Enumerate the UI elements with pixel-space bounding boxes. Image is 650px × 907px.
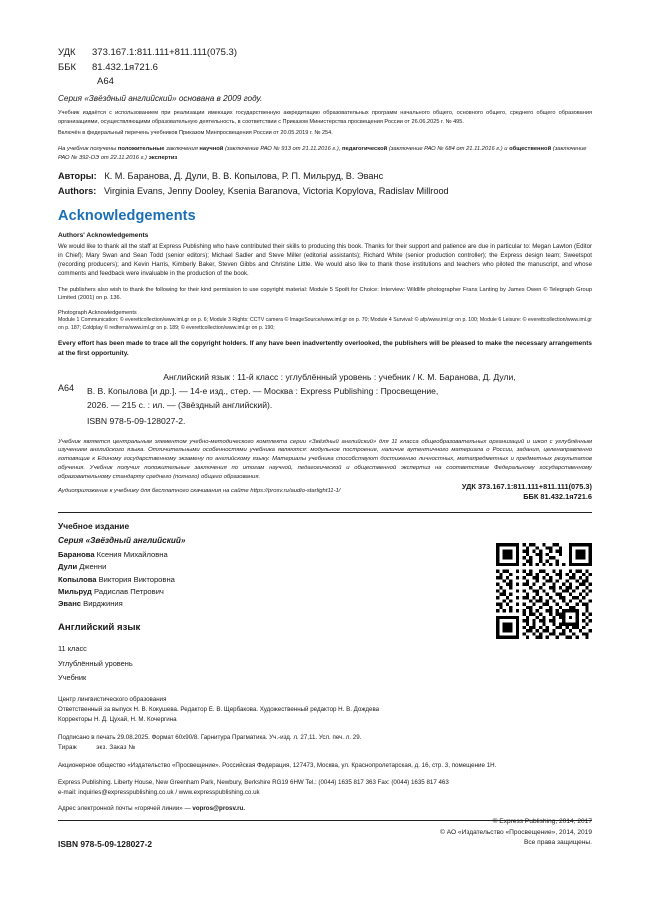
credits-line-3: Корректоры Н. Д. Цухай, Н. М. Кочергина (58, 715, 177, 723)
copyright-line: © Express Publishing, 2014, 2017 (492, 817, 592, 825)
expertise-note (58, 145, 592, 163)
course-title: Английский язык (58, 622, 141, 634)
copyright-block (440, 817, 592, 849)
authors-ru-row (58, 169, 592, 184)
udk-repeat: УДК 373.167.1:811.111+811.111(075.3) (461, 481, 592, 491)
person-rest: Радислав Петрович (91, 586, 164, 596)
approval-note: Учебник издаётся с использованием при реализации имеющих государственную аккредитацию образовательных программ начального общего, основного общего, среднего общего образования организациями, осуществляющими образовательную деятельность, в соответствии с Приказом Министерства просвещения России от 26.06.2025 г. № 495. (58, 110, 592, 125)
print-details (58, 733, 592, 754)
hotline-line (58, 805, 592, 812)
person-surname: Мильруд (58, 586, 92, 596)
photograph-acknowledgements-body: Module 1 Communication: © everettcollection/www.iml.gr on p. 6; Module 3 Rights: CCTV camera © ImageSource/www.iml.gr on p. 70; Module 4 Survival: © afp/www.iml.gr on p. 100; Module 6 Leisure: © everettcollection/www.iml.gr on p. 187; Coldplay © redferns/www.iml.gr on p. 189; © everettcollection/www.iml.gr on p. 190; (58, 316, 592, 331)
divider (58, 512, 592, 513)
classification-codes (58, 46, 592, 90)
audio-supplement-note: Аудиоприложение к учебнику для бесплатного скачивания на сайте https://prosv.ru/audio-starlight11-1/ (58, 487, 341, 494)
print-run-label: Тираж (58, 744, 77, 752)
authors-acknowledgements-subheading: Authors' Acknowledgements (58, 231, 149, 239)
bbk-repeat: ББК 81.432.1я721.6 (523, 492, 592, 502)
expertise-mid2: (заключение РАО № 913 от 21.11.2016 г.), (223, 146, 343, 153)
photograph-acknowledgements-heading: Photograph Acknowledgements (58, 309, 137, 316)
card-isbn: ISBN 978-5-09-128027-2. (87, 415, 186, 426)
expertise-public: общественной (509, 146, 552, 153)
bbk-label: ББК (58, 61, 77, 73)
book-description: Учебник является центральным элементом учебно-методического комплекта серии «Звёздный английский» для 11 класса общеобразовательных организаций и школ с углублённым изучением английского языка. Отличительными особенностями учебника являются: модульное построение, наличие аутентичного материала о России, задания, целенаправленно готовящие к Единому государственному экзамену по английскому языку. Материалы учебника способствуют достижению личностных, метапредметных и предметных результатов обучения. Учебник получил положительные заключения по итогам научной, педагогической и общественной экспертиз на соответствие Федеральному государственному образовательному стандарту среднего (полного) общего образования. (58, 438, 592, 481)
authors-en-row (58, 184, 592, 199)
imprint-block (58, 521, 592, 812)
person-rest: Виктория Викторовна (96, 574, 175, 584)
card-line-2: В. В. Копылова [и др.]. — 14-е изд., стер. — Москва : Express Publishing : Просвещение, (87, 385, 439, 396)
series-note: Серия «Звёздный английский» основана в 2009 году. (58, 94, 263, 104)
authors-en-label: Authors: (58, 186, 97, 197)
authors-en-value: Virginia Evans, Jenny Dooley, Ksenia Baranova, Victoria Kopylova, Radislav Millrood (103, 186, 449, 197)
person-surname: Баранова (58, 549, 95, 559)
print-run-unit: экз. Заказ № (96, 744, 136, 752)
person-surname: Дули (58, 562, 78, 572)
copyright-line: Все права защищены. (523, 839, 592, 847)
copyright-effort-note: Every effort has been made to trace all the copyright holders. If any have been inadvertently overlooked, the publishers will be pleased to make the necessary arrangements at the first opportunity. (58, 340, 592, 358)
person-surname: Копылова (58, 574, 97, 584)
grade-line: 11 класс (58, 644, 87, 654)
hotline-email[interactable]: vopros@prosv.ru. (192, 805, 246, 813)
hotline-label: Адрес электронной почты «горячей линии» — (58, 805, 191, 813)
expertise-mid3: (заключение РАО № 684 от 21.11.2016 г.) и (387, 146, 510, 153)
level-line: Углублённый уровень (58, 658, 133, 668)
person-surname: Эванс (58, 599, 82, 609)
udk-row (58, 46, 592, 61)
imprint-series: Серия «Звёздный английский» (58, 535, 186, 545)
bbk-row (58, 61, 592, 76)
credits-line-2: Ответственный за выпуск Н. В. Кокушева. Редактор Е. В. Щербакова. Художественный редактор Н. В. Дождева (58, 705, 380, 713)
expertise-prefix: На учебник получены (58, 146, 118, 153)
person-rest: Дженни (77, 562, 107, 572)
expertise-mid4: (заключение РАО № 392-ОЭ от 22.11.2016 г.) (58, 146, 587, 162)
udk-value: 373.167.1:811.111+811.111(075.3) (92, 47, 238, 58)
expertise-positive: положительные (117, 146, 165, 153)
express-publishing-contact (58, 778, 592, 798)
print-line-1: Подписано в печать 29.08.2025. Формат 60х90/8. Гарнитура Прагматика. Уч.-изд. л. 27,11. Усл. печ. л. 29. (58, 733, 362, 741)
shelf-code: А64 (97, 76, 114, 88)
card-line-1: Английский язык : 11-й класс : углублённый уровень : учебник / К. М. Баранова, Д. Дули, (163, 371, 516, 382)
publishers-acknowledgements: The publishers also wish to thank the following for their kind permission to use copyright material: Module 5 Spoilt for Choice: Interview: Wildlife photographer Frans Lanting by James Owen © Telegraph Group Limited (2001) on p. 136. (58, 286, 592, 302)
federal-list-note: Включён в федеральный перечень учебников Приказом Минпросвещения России от 20.05.2019 г. № 254. (58, 129, 333, 136)
expertise-word: экспертиз (148, 155, 178, 162)
expertise-scientific: научной (199, 146, 224, 153)
authors-acknowledgements-body: We would like to thank all the staff at Express Publishing who have contributed their skills to producing this book. Thanks for their support and patience are due in particular to: Megan Lawton (Editor in Chief); Mary Swan and Sean Todd (senior editors); Michael Sadler and Steve Miller (editorial assistants); Richard White (senior production controller); the Express design team; Sweetspot (recording producers); and Kevin Harris, Kimberly Baker, Steven Gibbs and Christine Little. We would also like to thank those institutions and teachers who piloted the manuscript, and whose comments and feedback were invaluable in the production of the book. (58, 242, 592, 278)
authors-ru-label: Авторы: (58, 171, 97, 182)
bbk-value: 81.432.1я721.6 (92, 61, 158, 73)
expertise-mid1: заключения (164, 146, 200, 153)
express-email: e-mail: inquiries@expresspublishing.co.uk / www.expresspublishing.co.uk (58, 789, 260, 797)
card-line-3: 2026. — 215 с. : ил. — (Звёздный английский). (87, 399, 273, 410)
page-footer (58, 817, 592, 849)
copyright-line: © АО «Издательство «Просвещение», 2014, 2019 (440, 828, 592, 836)
acknowledgements-heading: Acknowledgements (58, 207, 196, 224)
express-address: Express Publishing. Liberty House, New Greenham Park, Newbury, Berkshire RG19 6HW Tel.: (0044) 1635 817 363 Fax: (0044) 1635 817 463 (58, 778, 449, 786)
print-line-2 (58, 743, 592, 754)
footer-isbn: ISBN 978-5-09-128027-2 (58, 839, 153, 849)
udk-label: УДК (58, 47, 76, 58)
credits-block (58, 695, 592, 725)
publisher-address: Акционерное общество «Издательство «Просвещение». Российская Федерация, 127473, Москва, ул. Краснопролетарская, д. 16, стр. 3, помещение 1Н. (58, 761, 497, 769)
publication-type: Учебник (58, 673, 87, 683)
card-shelf-code: А64 (58, 382, 75, 393)
bibliographic-card (58, 371, 592, 429)
person-rest: Вирджиния (81, 599, 123, 609)
person-rest: Ксения Михайловна (94, 549, 168, 559)
credits-line-1: Центр лингвистического образования (58, 695, 167, 703)
qr-code[interactable] (496, 543, 592, 639)
imprint-title: Учебное издание (58, 520, 130, 531)
expertise-pedagogical: педагогической (342, 146, 388, 153)
authors-ru-value: К. М. Баранова, Д. Дули, В. В. Копылова, Р. П. Мильруд, В. Эванс (104, 171, 384, 182)
